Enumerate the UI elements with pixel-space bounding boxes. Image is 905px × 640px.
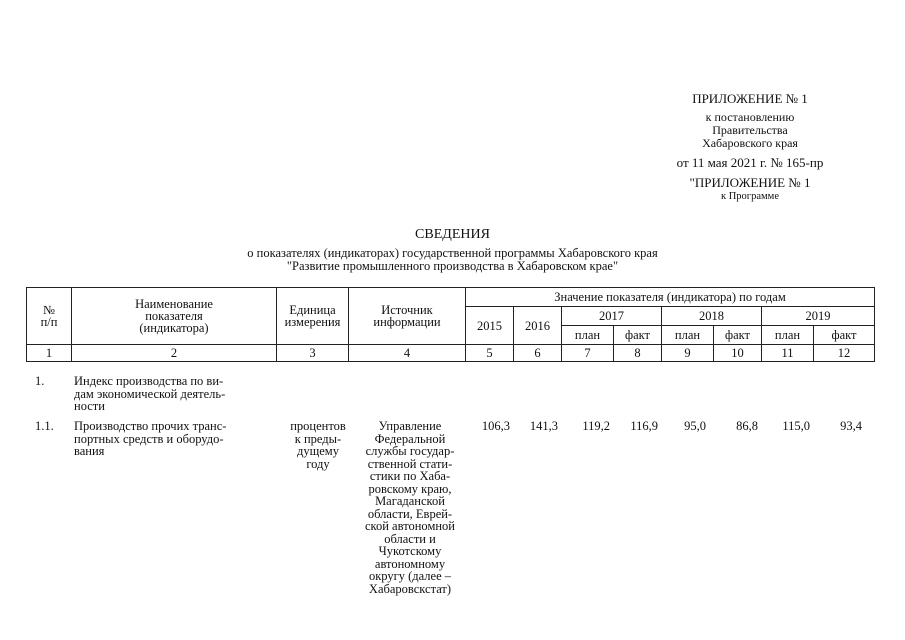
header-year-2015: 2015 [466, 307, 514, 345]
col-number-10: 10 [714, 345, 762, 362]
document-subtitle-line1: о показателях (индикаторах) государственной программы Хабаровского края [247, 246, 658, 260]
row1-name: Индекс производства по ви- дам экономической деятель- ности [74, 374, 226, 413]
header-year-2019: 2019 [762, 307, 875, 326]
appendix-to-decree: к постановлению [705, 110, 795, 124]
row11-value-2018-plan: 95,0 [684, 419, 706, 433]
row11-value-2017-plan: 119,2 [582, 419, 610, 433]
col-number-7: 7 [562, 345, 614, 362]
header-fact-2018: факт [714, 326, 762, 345]
row11-value-2018-fact: 86,8 [736, 419, 758, 433]
appendix-title: ПРИЛОЖЕНИЕ № 1 [692, 91, 808, 106]
header-plan-2019: план [762, 326, 814, 345]
indicators-table-header [26, 287, 875, 362]
row11-source: Управление Федеральной службы государ- ственной стати- стики по Хаба- ровскому краю, Магаданской области, Еврей- ской автономной области и Чукотскому автономному округу (далее – Хабаровскстат) [365, 419, 455, 596]
header-source: Источник информации [349, 288, 466, 345]
row11-value-2019-plan: 115,0 [782, 419, 810, 433]
col-number-11: 11 [762, 345, 814, 362]
document-heading: СВЕДЕНИЯ [415, 227, 490, 242]
col-number-4: 4 [349, 345, 466, 362]
row1-num: 1. [35, 374, 45, 388]
col-number-5: 5 [466, 345, 514, 362]
row11-unit: процентов к преды- дущему году [290, 419, 346, 471]
header-year-2017: 2017 [562, 307, 662, 326]
col-number-6: 6 [514, 345, 562, 362]
col-number-12: 12 [814, 345, 875, 362]
row11-value-2019-fact: 93,4 [840, 419, 862, 433]
appendix-date-block [600, 155, 900, 170]
col-number-8: 8 [614, 345, 662, 362]
appendix-region: Хабаровского края [702, 136, 798, 150]
header-plan-2018: план [662, 326, 714, 345]
row11-num: 1.1. [35, 419, 54, 433]
header-unit: Единица измерения [277, 288, 349, 345]
row11-value-2015: 106,3 [481, 419, 510, 433]
appendix-program-block [600, 175, 900, 203]
appendix-date: от 11 мая 2021 г. № 165-пр [676, 155, 824, 170]
col-number-3: 3 [277, 345, 349, 362]
header-num: № п/п [27, 288, 72, 345]
col-number-1: 1 [27, 345, 72, 362]
document-title-block [0, 227, 905, 243]
header-plan-2017: план [562, 326, 614, 345]
appendix-government: Правительства [712, 123, 788, 137]
document-subtitle-line2: "Развитие промышленного производства в Хабаровском крае" [286, 259, 619, 273]
header-fact-2019: факт [814, 326, 875, 345]
header-indicator-name: Наименование показателя (индикатора) [72, 288, 277, 345]
document-subtitle-block [0, 247, 905, 273]
col-number-2: 2 [72, 345, 277, 362]
header-year-2016: 2016 [514, 307, 562, 345]
appendix-to-program: к Программе [721, 191, 779, 202]
row11-value-2017-fact: 116,9 [630, 419, 658, 433]
row11-name: Производство прочих транс- портных средств и оборудо- вания [74, 419, 227, 458]
appendix-program-title: "ПРИЛОЖЕНИЕ № 1 [689, 175, 811, 190]
header-year-2018: 2018 [662, 307, 762, 326]
header-values-group: Значение показателя (индикатора) по годам [466, 288, 875, 307]
col-number-9: 9 [662, 345, 714, 362]
row11-value-2016: 141,3 [529, 419, 558, 433]
header-fact-2017: факт [614, 326, 662, 345]
appendix-block [600, 91, 900, 106]
appendix-decree-block [600, 111, 900, 150]
